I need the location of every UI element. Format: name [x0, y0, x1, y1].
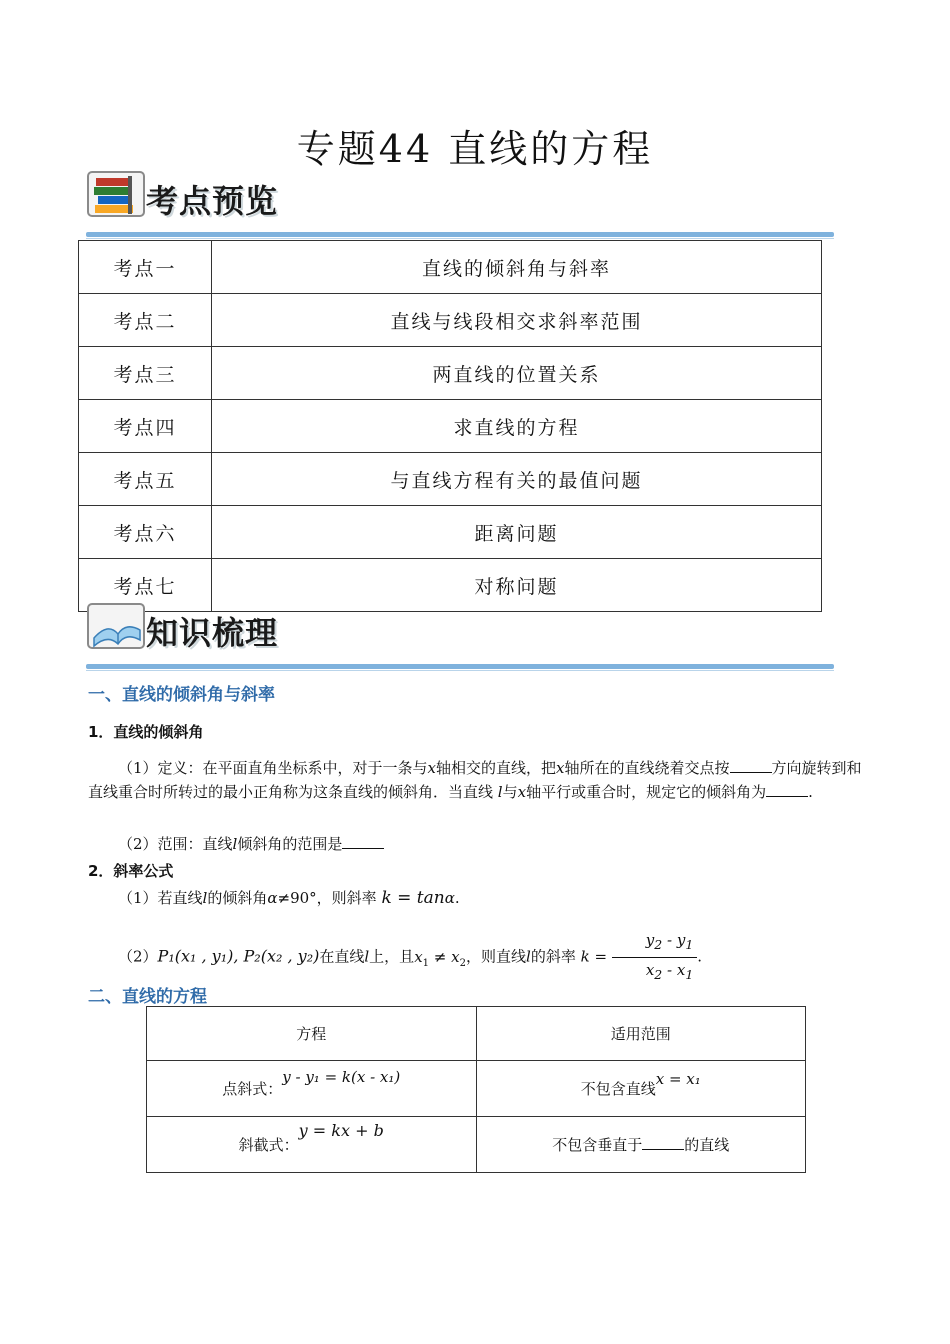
topic-key: 考点四	[79, 400, 212, 453]
topics-table	[78, 240, 822, 612]
table-row	[79, 294, 822, 347]
text: 的直线	[684, 1136, 730, 1154]
math-eq: y - y₁ = k(x - x₁)	[282, 1068, 401, 1086]
topic-key: 考点二	[79, 294, 212, 347]
table-row	[79, 506, 822, 559]
text: 的倾斜角	[207, 889, 268, 907]
math-eq: x = x₁	[655, 1070, 701, 1088]
math-alpha: α	[444, 889, 455, 907]
topic-value: 直线的倾斜角与斜率	[212, 241, 822, 294]
fill-blank	[342, 834, 384, 849]
open-book-icon	[86, 600, 148, 662]
text: 轴所在的直线绕着交点按	[564, 759, 730, 777]
banner-divider-thin	[86, 238, 834, 239]
math-alpha: α	[267, 889, 278, 907]
cell-slope-intercept	[147, 1117, 477, 1173]
section-banner-knowledge	[86, 600, 834, 670]
text: （1）若直线	[118, 889, 203, 907]
topic-value: 距离问题	[212, 506, 822, 559]
text: .	[697, 947, 703, 966]
topic-value: 直线与线段相交求斜率范围	[212, 294, 822, 347]
slope-formula-2: （2）P₁(x₁ , y₁), P₂(x₂ , y₂)在直线l上，且$x_1 \ne x_2$，则直线l的斜率 k = $\frac{y_2 - y_1}{x_2 - x_1}$ .	[88, 928, 868, 987]
section-banner-preview	[86, 168, 834, 238]
banner-divider	[86, 232, 834, 237]
text: 与	[502, 783, 518, 801]
text: 轴相交的直线，把	[436, 759, 557, 777]
math-k-tan: k = tan	[381, 888, 445, 908]
math-l: l	[497, 783, 503, 801]
cell-point-slope	[147, 1061, 477, 1117]
table-row	[147, 1061, 806, 1117]
text: ，则直线	[465, 947, 526, 966]
text: 上，且	[369, 947, 415, 966]
math-x: x	[517, 783, 527, 801]
text: 点斜式：	[222, 1080, 283, 1098]
topic-key: 考点七	[79, 559, 212, 612]
text: （1）定义：在平面直角坐标系中，对于一条与	[118, 759, 428, 777]
math-l: l	[526, 947, 531, 966]
column-header: 适用范围	[476, 1007, 806, 1061]
topic-key: 考点五	[79, 453, 212, 506]
topic-value: 对称问题	[212, 559, 822, 612]
table-row	[79, 241, 822, 294]
text: （2）	[118, 947, 158, 966]
math-l: l	[364, 947, 370, 966]
cell-point-slope-scope	[476, 1061, 806, 1117]
text: （2）范围：直线	[118, 835, 233, 853]
text: .	[808, 783, 813, 801]
text: ≠90°，则斜率	[277, 889, 377, 907]
fill-blank	[642, 1135, 684, 1150]
banner-title: 知识梳理	[146, 614, 279, 652]
section-heading-2: 二、直线的方程	[88, 987, 207, 1007]
text: 轴平行或重合时，规定它的倾斜角为	[526, 783, 767, 801]
text: 倾斜角的范围是	[237, 835, 343, 853]
text: 不包含垂直于	[552, 1136, 643, 1154]
cell-slope-intercept-scope	[476, 1117, 806, 1173]
banner-title: 考点预览	[146, 182, 279, 220]
text: .	[454, 889, 460, 907]
table-row	[79, 453, 822, 506]
topic-key: 考点三	[79, 347, 212, 400]
slope-formula-1	[88, 886, 868, 910]
section-heading-1: 一、直线的倾斜角与斜率	[88, 685, 275, 705]
subheading-slope: 2．斜率公式	[88, 862, 174, 880]
page-title: 专题44 直线的方程	[296, 127, 654, 171]
table-row	[147, 1117, 806, 1173]
text: 的斜率	[530, 947, 576, 966]
math-x: x	[556, 759, 565, 777]
topic-value: 求直线的方程	[212, 400, 822, 453]
banner-divider	[86, 664, 834, 669]
text: 不包含直线	[580, 1080, 656, 1098]
table-row	[79, 347, 822, 400]
fill-blank	[730, 758, 772, 773]
slope-fraction: $\frac{y_2 - y_1}{x_2 - x_1}$	[612, 928, 697, 987]
math-points: P₁(x₁ , y₁), P₂(x₂ , y₂)	[157, 946, 320, 966]
column-header: 方程	[147, 1007, 477, 1061]
topic-key: 考点一	[79, 241, 212, 294]
math-x: x	[427, 759, 437, 777]
equation-forms-table	[146, 1006, 806, 1173]
subheading-inclination: 1．直线的倾斜角	[88, 723, 204, 741]
topic-key: 考点六	[79, 506, 212, 559]
topic-value: 两直线的位置关系	[212, 347, 822, 400]
math-eq: y = kx + b	[298, 1121, 384, 1140]
text: 方向旋转到和直线重合时所转过的最小正角称为这条直线的倾斜角．当直线	[88, 759, 862, 801]
fill-blank	[766, 782, 808, 797]
definition-paragraph	[88, 756, 868, 804]
range-paragraph	[88, 832, 868, 856]
math-l: l	[232, 835, 238, 853]
math-l: l	[202, 889, 208, 907]
text: 斜截式：	[238, 1136, 299, 1154]
text: 在直线	[319, 947, 365, 966]
table-row	[79, 400, 822, 453]
books-icon	[86, 168, 148, 230]
topic-value: 与直线方程有关的最值问题	[212, 453, 822, 506]
banner-divider-thin	[86, 670, 834, 671]
table-row	[147, 1007, 806, 1061]
